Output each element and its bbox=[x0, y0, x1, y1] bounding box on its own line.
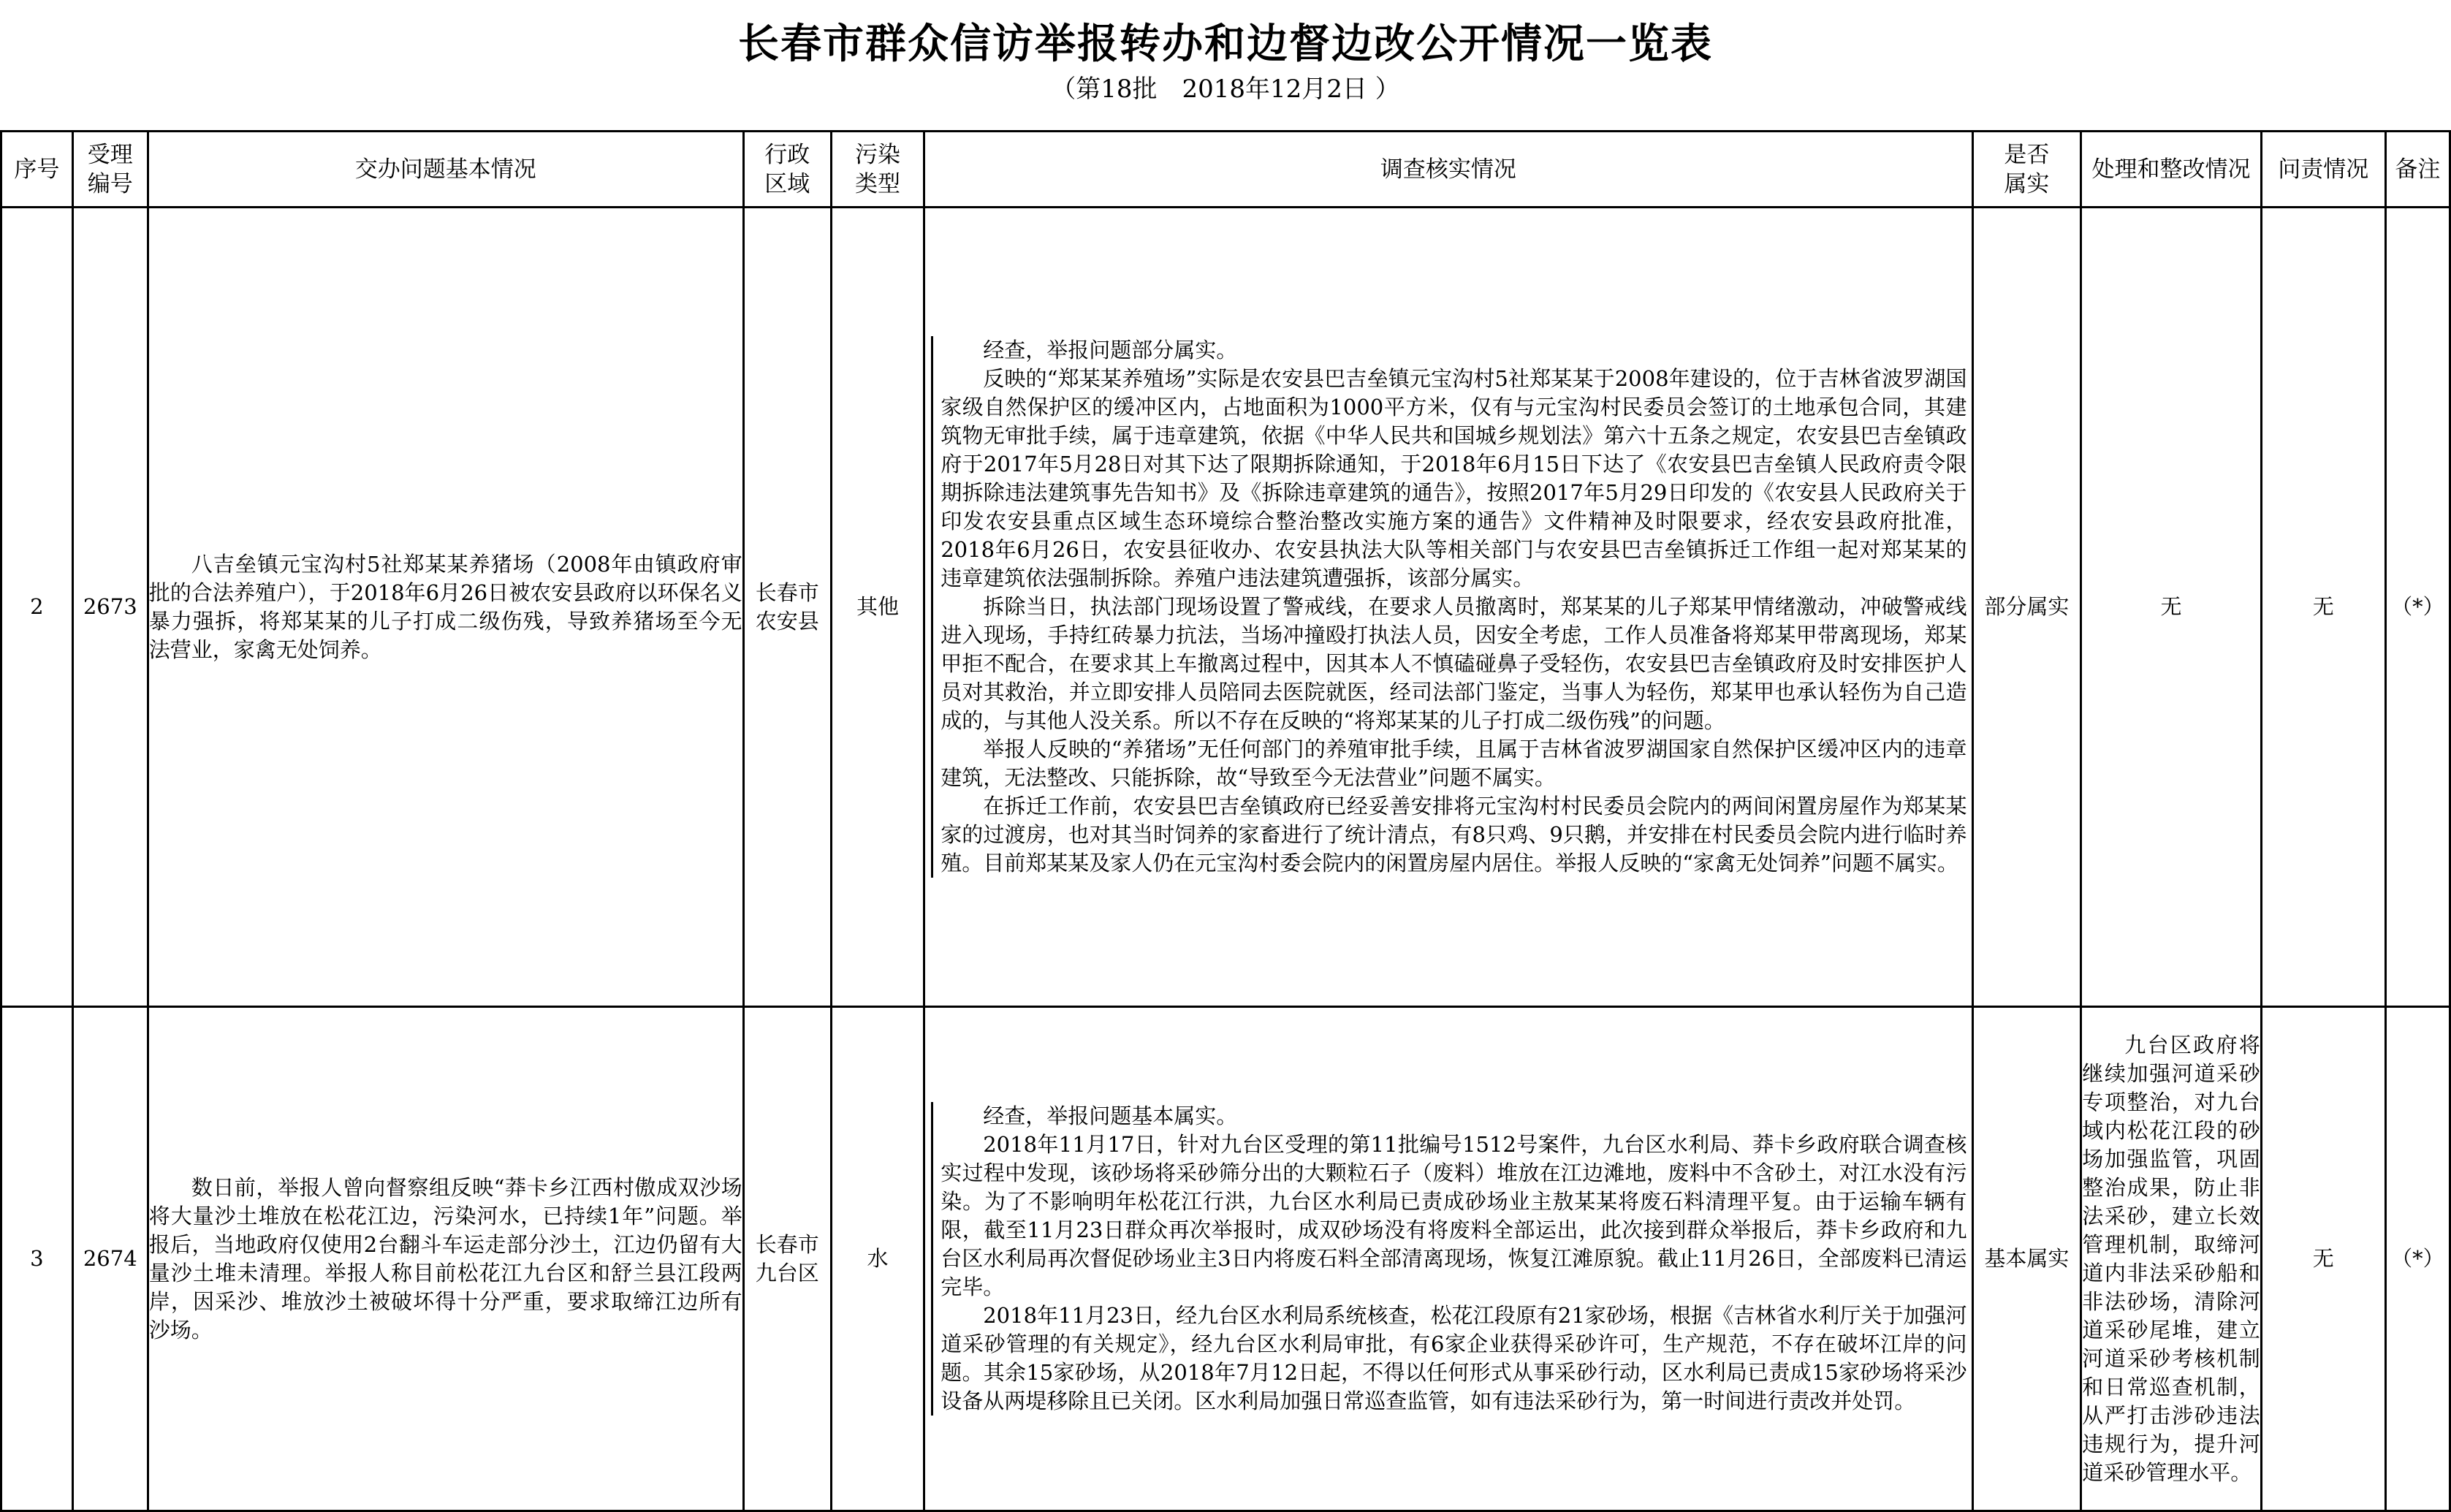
table-header-row bbox=[1, 132, 2450, 208]
header-pollution: 污染 类型 bbox=[831, 132, 924, 208]
table-row bbox=[1, 208, 2450, 1007]
header-problem: 交办问题基本情况 bbox=[148, 132, 743, 208]
cell-seq: 2 bbox=[1, 208, 73, 1007]
page-title: 长春市群众信访举报转办和边督边改公开情况一览表 bbox=[738, 20, 1713, 68]
cell-pollution: 水 bbox=[831, 1007, 924, 1511]
header-id: 受理 编号 bbox=[72, 132, 148, 208]
cell-handling: 无 bbox=[2081, 208, 2261, 1007]
table-row bbox=[1, 1007, 2450, 1511]
cell-verified: 基本属实 bbox=[1972, 1007, 2081, 1511]
cell-remark: （*） bbox=[2385, 1007, 2450, 1511]
cell-remark: （*） bbox=[2385, 208, 2450, 1007]
cell-problem: 八吉垒镇元宝沟村5社郑某某养猪场（2008年由镇政府审批的合法养殖户），于2018年6月26日被农安县政府以环保名义暴力强拆，将郑某某的儿子打成二级伤残，导致养猪场至今无法营业，家禽无处饲养。 bbox=[148, 208, 743, 1007]
header-investigation: 调查核实情况 bbox=[924, 132, 1972, 208]
cell-investigation: 经查，举报问题基本属实。 2018年11月17日，针对九台区受理的第11批编号1512号案件，九台区水利局、莽卡乡政府联合调查核实过程中发现，该砂场将采砂筛分出的大颗粒石子（废料）堆放在江边滩地，废料中不含砂土，对江水没有污染。为了不影响明年松花江行洪，九台区水利局已责成砂场业主敖某某将废石料清理平复。由于运输车辆有限，截至11月23日群众再次举报时，成双砂场没有将废料全部运出，此次接到群众举报后，莽卡乡政府和九台区水利局再次督促砂场业主3日内将废石料全部清离现场，恢复江滩原貌。截止11月26日，全部废料已清运完毕。 2018年11月23日，经九台区水利局系统核查，松花江段原有21家砂场，根据《吉林省水利厅关于加强河道采砂管理的有关规定》，经九台区水利局审批，有6家企业获得采砂许可，生产规范，不存在破坏江岸的问题。其余15家砂场，从2018年7月12日起，不得以任何形式从事采砂行动，区水利局已责成15家砂场将采沙设备从两堤移除且已关闭。区水利局加强日常巡查监管，如有违法采砂行为，第一时间进行责改并处罚。 bbox=[924, 1007, 1972, 1511]
cell-id: 2674 bbox=[72, 1007, 148, 1511]
header-handling: 处理和整改情况 bbox=[2081, 132, 2261, 208]
cell-problem: 数日前，举报人曾向督察组反映“莽卡乡江西村傲成双沙场将大量沙土堆放在松花江边，污染河水，已持续1年”问题。举报后，当地政府仅使用2台翻斗车运走部分沙土，江边仍留有大量沙土堆未清理。举报人称目前松花江九台区和舒兰县江段两岸，因采沙、堆放沙土被破坏得十分严重，要求取缔江边所有沙场。 bbox=[148, 1007, 743, 1511]
cell-region: 长春市 九台区 bbox=[743, 1007, 831, 1511]
header-remark: 备注 bbox=[2385, 132, 2450, 208]
cell-region: 长春市 农安县 bbox=[743, 208, 831, 1007]
cell-accountability: 无 bbox=[2261, 208, 2385, 1007]
header-region: 行政 区域 bbox=[743, 132, 831, 208]
cell-verified: 部分属实 bbox=[1972, 208, 2081, 1007]
cell-handling: 九台区政府将继续加强河道采砂专项整治，对九台域内松花江段的砂场加强监管，巩固整治成果，防止非法采砂，建立长效管理机制，取缔河道内非法采砂船和非法砂场，清除河道采砂尾堆，建立河道采砂考核机制和日常巡查机制，从严打击涉砂违法违规行为，提升河道采砂管理水平。 bbox=[2081, 1007, 2261, 1511]
header-accountability: 问责情况 bbox=[2261, 132, 2385, 208]
cell-accountability: 无 bbox=[2261, 1007, 2385, 1511]
page-subtitle: （第18批 2018年12月2日 ） bbox=[1051, 75, 1400, 104]
cell-pollution: 其他 bbox=[831, 208, 924, 1007]
cell-investigation: 经查，举报问题部分属实。 反映的“郑某某养殖场”实际是农安县巴吉垒镇元宝沟村5社郑某某于2008年建设的，位于吉林省波罗湖国家级自然保护区的缓冲区内，占地面积为1000平方米，仅有与元宝沟村民委员会签订的土地承包合同，其建筑物无审批手续，属于违章建筑，依据《中华人民共和国城乡规划法》第六十五条之规定，农安县巴吉垒镇政府于2017年5月28日对其下达了限期拆除通知，于2018年6月15日下达了《农安县巴吉垒镇人民政府责令限期拆除违法建筑事先告知书》及《拆除违章建筑的通告》，按照2017年5月29日印发的《农安县人民政府关于印发农安县重点区域生态环境综合整治整改实施方案的通告》文件精神及时限要求，经农安县政府批准，2018年6月26日，农安县征收办、农安县执法大队等相关部门与农安县巴吉垒镇拆迁工作组一起对郑某某的违章建筑依法强制拆除。养殖户违法建筑遭强拆，该部分属实。 拆除当日，执法部门现场设置了警戒线，在要求人员撤离时，郑某某的儿子郑某甲情绪激动，冲破警戒线进入现场，手持红砖暴力抗法，当场冲撞殴打执法人员，因安全考虑，工作人员准备将郑某甲带离现场，郑某甲拒不配合，在要求其上车撤离过程中，因其本人不慎磕碰鼻子受轻伤，农安县巴吉垒镇政府及时安排医护人员对其救治，并立即安排人员陪同去医院就医，经司法部门鉴定，当事人为轻伤，郑某甲也承认轻伤为自己造成的，与其他人没关系。所以不存在反映的“将郑某某的儿子打成二级伤残”的问题。 举报人反映的“养猪场”无任何部门的养殖审批手续，且属于吉林省波罗湖国家自然保护区缓冲区内的违章建筑，无法整改、只能拆除，故“导致至今无法营业”问题不属实。 在拆迁工作前，农安县巴吉垒镇政府已经妥善安排将元宝沟村村民委员会院内的两间闲置房屋作为郑某某家的过渡房，也对其当时饲养的家畜进行了统计清点，有8只鸡、9只鹅，并安排在村民委员会院内进行临时养殖。目前郑某某及家人仍在元宝沟村委会院内的闲置房屋内居住。举报人反映的“家禽无处饲养”问题不属实。 bbox=[924, 208, 1972, 1007]
header-verified: 是否 属实 bbox=[1972, 132, 2081, 208]
header-seq: 序号 bbox=[1, 132, 73, 208]
report-table bbox=[0, 130, 2451, 1512]
cell-seq: 3 bbox=[1, 1007, 73, 1511]
cell-id: 2673 bbox=[72, 208, 148, 1007]
